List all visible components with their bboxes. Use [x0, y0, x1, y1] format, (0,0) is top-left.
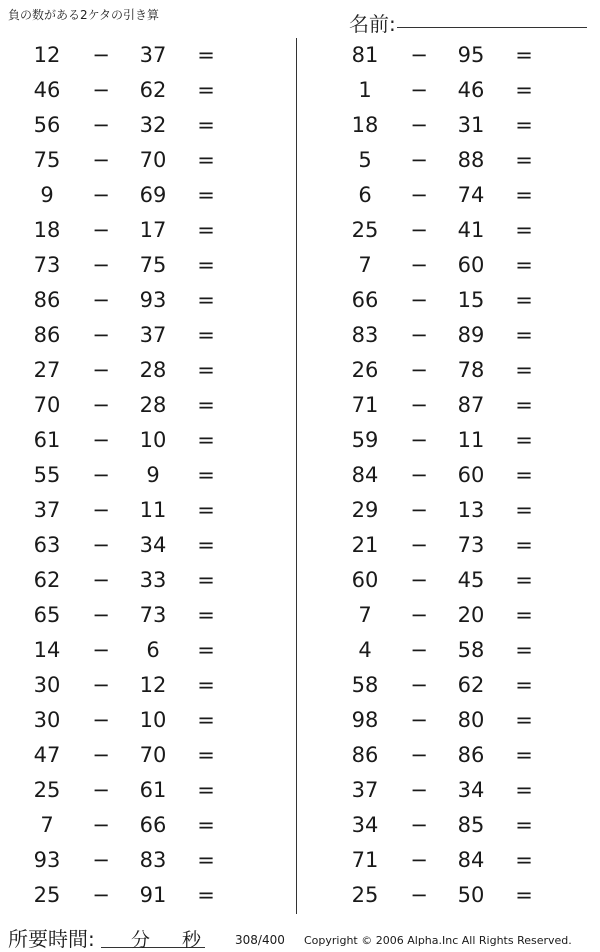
minutes-label: 分 [131, 929, 151, 951]
minuend: 25 [33, 883, 61, 907]
equals-sign: = [197, 778, 215, 802]
minus-sign: − [410, 883, 428, 907]
subtrahend: 93 [139, 288, 167, 312]
subtrahend: 6 [146, 638, 160, 662]
minus-sign: − [410, 673, 428, 697]
problem-row [318, 283, 598, 318]
equals-sign: = [197, 533, 215, 557]
minuend: 5 [358, 148, 372, 172]
minus-sign: − [92, 428, 110, 452]
subtrahend: 11 [139, 498, 167, 522]
minus-sign: − [410, 148, 428, 172]
subtrahend: 34 [457, 778, 485, 802]
problem-row [318, 633, 598, 668]
minus-sign: − [410, 463, 428, 487]
minus-sign: − [410, 358, 428, 382]
minuend: 47 [33, 743, 61, 767]
problem-row [318, 143, 598, 178]
minus-sign: − [92, 323, 110, 347]
minus-sign: − [92, 533, 110, 557]
minuend: 27 [33, 358, 61, 382]
equals-sign: = [197, 498, 215, 522]
equals-sign: = [515, 463, 533, 487]
problem-row [318, 808, 598, 843]
problem-row [0, 353, 280, 388]
problem-row [0, 38, 280, 73]
equals-sign: = [515, 393, 533, 417]
equals-sign: = [515, 708, 533, 732]
problem-row [0, 388, 280, 423]
minuend: 26 [351, 358, 379, 382]
subtrahend: 84 [457, 848, 485, 872]
minuend: 62 [33, 568, 61, 592]
minuend: 14 [33, 638, 61, 662]
problem-row [318, 73, 598, 108]
subtrahend: 89 [457, 323, 485, 347]
minus-sign: − [92, 113, 110, 137]
subtrahend: 10 [139, 428, 167, 452]
minuend: 21 [351, 533, 379, 557]
minuend: 30 [33, 673, 61, 697]
subtrahend: 70 [139, 743, 167, 767]
minuend: 70 [33, 393, 61, 417]
problem-row [0, 108, 280, 143]
minuend: 84 [351, 463, 379, 487]
minuend: 98 [351, 708, 379, 732]
equals-sign: = [515, 883, 533, 907]
minus-sign: − [92, 43, 110, 67]
minuend: 59 [351, 428, 379, 452]
minuend: 37 [351, 778, 379, 802]
subtrahend: 41 [457, 218, 485, 242]
problem-row [0, 738, 280, 773]
equals-sign: = [197, 393, 215, 417]
problem-row [0, 528, 280, 563]
equals-sign: = [197, 428, 215, 452]
minuend: 58 [351, 673, 379, 697]
subtrahend: 73 [139, 603, 167, 627]
problem-row [318, 878, 598, 913]
problem-row [318, 38, 598, 73]
equals-sign: = [197, 568, 215, 592]
minuend: 60 [351, 568, 379, 592]
minuend: 56 [33, 113, 61, 137]
subtrahend: 9 [146, 463, 160, 487]
minuend: 55 [33, 463, 61, 487]
problem-row [318, 248, 598, 283]
minuend: 34 [351, 813, 379, 837]
problem-row [318, 668, 598, 703]
equals-sign: = [197, 463, 215, 487]
subtrahend: 83 [139, 848, 167, 872]
minuend: 25 [33, 778, 61, 802]
name-field-line [397, 27, 587, 28]
equals-sign: = [197, 358, 215, 382]
equals-sign: = [515, 673, 533, 697]
subtrahend: 28 [139, 358, 167, 382]
subtrahend: 32 [139, 113, 167, 137]
problem-row [0, 248, 280, 283]
minuend: 29 [351, 498, 379, 522]
minus-sign: − [410, 638, 428, 662]
minus-sign: − [92, 78, 110, 102]
minuend: 7 [40, 813, 54, 837]
equals-sign: = [515, 568, 533, 592]
subtrahend: 66 [139, 813, 167, 837]
subtrahend: 62 [457, 673, 485, 697]
minus-sign: − [410, 778, 428, 802]
worksheet-title: 負の数がある2ケタの引き算 [8, 8, 160, 22]
minuend: 61 [33, 428, 61, 452]
problem-row [318, 563, 598, 598]
equals-sign: = [515, 813, 533, 837]
minus-sign: − [410, 498, 428, 522]
right-problem-column [318, 38, 598, 913]
subtrahend: 28 [139, 393, 167, 417]
subtrahend: 50 [457, 883, 485, 907]
equals-sign: = [197, 743, 215, 767]
minus-sign: − [92, 813, 110, 837]
equals-sign: = [515, 78, 533, 102]
minus-sign: − [410, 288, 428, 312]
minus-sign: − [410, 113, 428, 137]
equals-sign: = [197, 323, 215, 347]
minuend: 71 [351, 848, 379, 872]
subtrahend: 78 [457, 358, 485, 382]
seconds-label: 秒 [182, 929, 202, 951]
subtrahend: 34 [139, 533, 167, 557]
subtrahend: 13 [457, 498, 485, 522]
subtrahend: 17 [139, 218, 167, 242]
minuend: 7 [358, 253, 372, 277]
minuend: 73 [33, 253, 61, 277]
minus-sign: − [410, 78, 428, 102]
problem-row [318, 493, 598, 528]
minus-sign: − [92, 743, 110, 767]
equals-sign: = [515, 533, 533, 557]
problem-row [0, 178, 280, 213]
minuend: 30 [33, 708, 61, 732]
subtrahend: 86 [457, 743, 485, 767]
minus-sign: − [410, 253, 428, 277]
minuend: 1 [358, 78, 372, 102]
footer [0, 918, 600, 952]
problem-row [0, 213, 280, 248]
minus-sign: − [92, 218, 110, 242]
equals-sign: = [197, 708, 215, 732]
minus-sign: − [92, 673, 110, 697]
problem-row [318, 773, 598, 808]
subtrahend: 31 [457, 113, 485, 137]
equals-sign: = [515, 323, 533, 347]
minus-sign: − [92, 183, 110, 207]
minuend: 18 [351, 113, 379, 137]
problem-row [0, 668, 280, 703]
subtrahend: 58 [457, 638, 485, 662]
minuend: 66 [351, 288, 379, 312]
problem-row [0, 808, 280, 843]
problem-row [0, 283, 280, 318]
subtrahend: 11 [457, 428, 485, 452]
minus-sign: − [410, 393, 428, 417]
equals-sign: = [197, 78, 215, 102]
equals-sign: = [515, 498, 533, 522]
minus-sign: − [92, 848, 110, 872]
equals-sign: = [197, 848, 215, 872]
subtrahend: 95 [457, 43, 485, 67]
problem-row [318, 108, 598, 143]
page-number: 308/400 [235, 933, 285, 947]
minuend: 86 [351, 743, 379, 767]
problem-row [0, 423, 280, 458]
equals-sign: = [197, 253, 215, 277]
subtrahend: 60 [457, 253, 485, 277]
equals-sign: = [197, 638, 215, 662]
equals-sign: = [197, 288, 215, 312]
equals-sign: = [197, 603, 215, 627]
minus-sign: − [92, 148, 110, 172]
equals-sign: = [515, 358, 533, 382]
subtrahend: 80 [457, 708, 485, 732]
subtrahend: 75 [139, 253, 167, 277]
minus-sign: − [410, 183, 428, 207]
minuend: 7 [358, 603, 372, 627]
minus-sign: − [410, 708, 428, 732]
equals-sign: = [197, 113, 215, 137]
subtrahend: 88 [457, 148, 485, 172]
minuend: 83 [351, 323, 379, 347]
time-required-label: 所要時間: [8, 927, 95, 951]
problem-row [0, 458, 280, 493]
copyright-notice: Copyright © 2006 Alpha.Inc All Rights Reserved. [304, 934, 572, 947]
column-divider [296, 38, 297, 914]
problem-row [0, 143, 280, 178]
subtrahend: 45 [457, 568, 485, 592]
minus-sign: − [92, 393, 110, 417]
problem-row [318, 843, 598, 878]
equals-sign: = [197, 883, 215, 907]
equals-sign: = [515, 183, 533, 207]
equals-sign: = [515, 113, 533, 137]
minus-sign: − [92, 358, 110, 382]
subtrahend: 74 [457, 183, 485, 207]
subtrahend: 62 [139, 78, 167, 102]
minus-sign: − [410, 568, 428, 592]
minus-sign: − [410, 323, 428, 347]
minus-sign: − [92, 253, 110, 277]
minus-sign: − [92, 288, 110, 312]
equals-sign: = [515, 743, 533, 767]
problem-row [318, 353, 598, 388]
minuend: 75 [33, 148, 61, 172]
problem-row [318, 458, 598, 493]
equals-sign: = [197, 148, 215, 172]
equals-sign: = [515, 603, 533, 627]
minuend: 12 [33, 43, 61, 67]
minuend: 4 [358, 638, 372, 662]
equals-sign: = [197, 673, 215, 697]
minuend: 9 [40, 183, 54, 207]
equals-sign: = [197, 43, 215, 67]
problem-row [0, 598, 280, 633]
minuend: 25 [351, 218, 379, 242]
minuend: 18 [33, 218, 61, 242]
problem-row [0, 843, 280, 878]
equals-sign: = [515, 288, 533, 312]
problem-row [0, 633, 280, 668]
minuend: 6 [358, 183, 372, 207]
problem-row [318, 528, 598, 563]
equals-sign: = [515, 218, 533, 242]
left-problem-column [0, 38, 280, 913]
subtrahend: 15 [457, 288, 485, 312]
problem-row [318, 213, 598, 248]
minuend: 65 [33, 603, 61, 627]
equals-sign: = [197, 813, 215, 837]
minus-sign: − [410, 533, 428, 557]
subtrahend: 33 [139, 568, 167, 592]
minus-sign: − [410, 848, 428, 872]
subtrahend: 37 [139, 43, 167, 67]
minus-sign: − [92, 463, 110, 487]
problem-row [0, 563, 280, 598]
subtrahend: 87 [457, 393, 485, 417]
minuend: 71 [351, 393, 379, 417]
subtrahend: 91 [139, 883, 167, 907]
subtrahend: 12 [139, 673, 167, 697]
minuend: 86 [33, 288, 61, 312]
minus-sign: − [92, 498, 110, 522]
minus-sign: − [92, 568, 110, 592]
equals-sign: = [515, 428, 533, 452]
subtrahend: 69 [139, 183, 167, 207]
problem-row [318, 388, 598, 423]
subtrahend: 10 [139, 708, 167, 732]
subtrahend: 61 [139, 778, 167, 802]
minuend: 81 [351, 43, 379, 67]
equals-sign: = [515, 253, 533, 277]
minus-sign: − [410, 603, 428, 627]
minus-sign: − [92, 638, 110, 662]
subtrahend: 37 [139, 323, 167, 347]
subtrahend: 70 [139, 148, 167, 172]
minus-sign: − [410, 428, 428, 452]
problem-row [0, 493, 280, 528]
problem-row [0, 773, 280, 808]
equals-sign: = [515, 848, 533, 872]
minus-sign: − [92, 603, 110, 627]
problem-row [318, 318, 598, 353]
name-label: 名前: [349, 12, 396, 36]
equals-sign: = [515, 638, 533, 662]
equals-sign: = [197, 218, 215, 242]
minus-sign: − [92, 708, 110, 732]
minuend: 25 [351, 883, 379, 907]
minus-sign: − [410, 743, 428, 767]
subtrahend: 46 [457, 78, 485, 102]
minus-sign: − [410, 43, 428, 67]
problem-row [0, 318, 280, 353]
minuend: 63 [33, 533, 61, 557]
problem-row [318, 423, 598, 458]
problem-row [318, 703, 598, 738]
subtrahend: 60 [457, 463, 485, 487]
subtrahend: 85 [457, 813, 485, 837]
problem-row [318, 598, 598, 633]
minus-sign: − [410, 813, 428, 837]
subtrahend: 20 [457, 603, 485, 627]
equals-sign: = [515, 43, 533, 67]
equals-sign: = [515, 778, 533, 802]
subtrahend: 73 [457, 533, 485, 557]
problem-row [0, 878, 280, 913]
minuend: 37 [33, 498, 61, 522]
minuend: 46 [33, 78, 61, 102]
problem-row [0, 703, 280, 738]
problem-row [318, 738, 598, 773]
problem-row [0, 73, 280, 108]
minus-sign: − [92, 778, 110, 802]
equals-sign: = [197, 183, 215, 207]
minus-sign: − [92, 883, 110, 907]
problem-row [318, 178, 598, 213]
minus-sign: − [410, 218, 428, 242]
equals-sign: = [515, 148, 533, 172]
minuend: 86 [33, 323, 61, 347]
minuend: 93 [33, 848, 61, 872]
